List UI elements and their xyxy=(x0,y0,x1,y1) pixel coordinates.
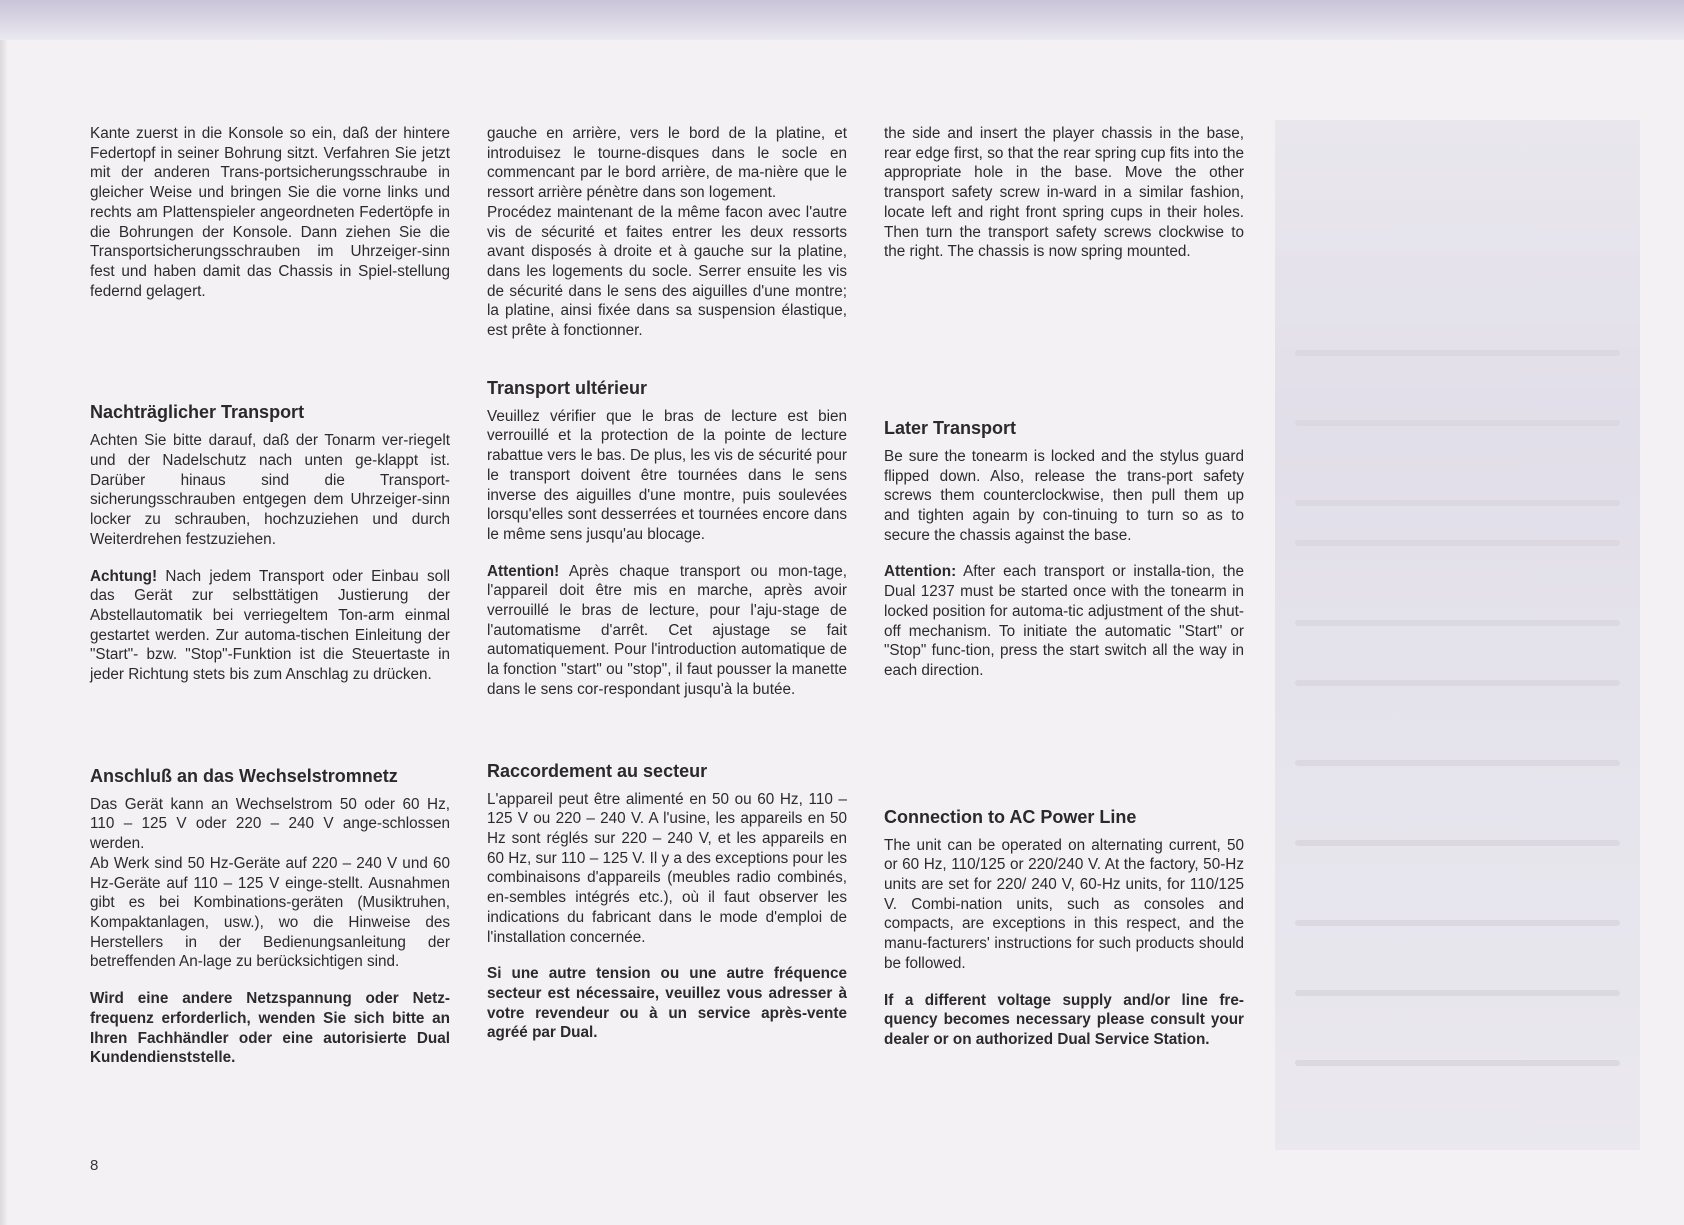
german-power-heading: Anschluß an das Wechselstromnetz xyxy=(90,765,398,786)
english-transport-paragraph: Be sure the tonearm is locked and the stylus guard flipped down. Also, release the trans-port safety screws them counterclockwise, then pull them up and tighten again by con-tinuing to turn so as to secure the chassis against the base. xyxy=(884,447,1244,544)
page-number: 8 xyxy=(90,1157,99,1174)
german-power-paragraph-1: Das Gerät kann an Wechselstrom 50 oder 60 Hz, 110 – 125 V oder 220 – 240 V ange-schlossen werden. xyxy=(90,795,450,853)
scan-top-band xyxy=(0,0,1684,40)
german-attention-label: Achtung! xyxy=(90,567,158,585)
french-transport-heading: Transport ultérieur xyxy=(487,377,648,398)
german-column xyxy=(90,124,450,1068)
german-power-bold-note: Wird eine andere Netzspannung oder Netz-frequenz erforderlich, wenden Sie sich bitte an Ihren Fachhändler oder eine autorisierte Dual Kundendienststelle. xyxy=(90,990,450,1067)
french-attention-text: Après chaque transport ou mon-tage, l'appareil doit être mis en marche, après avoir verrouillé le bras de lecture, pour l'aju-stage de l'automatisme d'arrêt. Cet ajustage se fait automatiquement. Pour l'introduction automatique de la fonction "start" ou "stop", il faut pousser la manette dans le sens cor-respondant jusqu'à la butée. xyxy=(487,562,847,698)
german-power-paragraph-2: Ab Werk sind 50 Hz-Geräte auf 220 – 240 V und 60 Hz-Geräte auf 110 – 125 V einge-stellt. Ausnahmen gibt es bei Kombinations-geräten (Musiktruhen, Kompaktanlagen, usw.), wo die Hinweise des Herstellers in der Bedienungsanleitung der betreffenden An-lage zu berücksichtigen sind. xyxy=(90,854,450,971)
french-column xyxy=(487,124,847,1043)
french-transport-paragraph: Veuillez vérifier que le bras de lecture est bien verrouillé et la protection de la pointe de lecture rabattue vers le bas. De plus, les vis de sécurité pour le transport doivent être tournées dans le sens inverse des aiguilles d'une montre, puis soulevées lorsqu'elles sont desserrées et tournées encore dans le même sens jusqu'au blocage. xyxy=(487,407,847,543)
german-intro-paragraph: Kante zuerst in die Konsole so ein, daß der hintere Federtopf in seiner Bohrung sitzt. Verfahren Sie jetzt mit der anderen Trans-portsicherungsschraube in gleicher Weise und bringen Sie die vorne links und rechts am Plattenspieler angeordneten Federtöpfe in die Bohrungen der Konsole. Dann ziehen Sie die Transportsicherungsschrauben im Uhrzeiger-sinn fest und haben damit das Chassis in Spiel-stellung federnd gelagert. xyxy=(90,125,450,300)
french-power-paragraph: L'appareil peut être alimenté en 50 ou 60 Hz, 110 – 125 V ou 220 – 240 V. A l'usine, les appareils en 50 Hz sont réglés sur 220 – 240 V, et les appareils en 60 Hz, sur 110 – 125 V. Il y a des exceptions pour les combinaisons d'appareils (meubles radio combinés, en-sembles intégrés etc.), où il faut observer les indications du fabricant dans le mode d'emploi de l'installation concernée. xyxy=(487,790,847,946)
english-attention-text: After each transport or installa-tion, the Dual 1237 must be started once with the tonearm in locked position for automa-tic adjustment of the shut-off mechanism. To initiate the automatic "Start" or "Stop" func-tion, press the start switch all the way in each direction. xyxy=(884,563,1244,679)
english-transport-heading: Later Transport xyxy=(884,417,1017,438)
bleed-through-area xyxy=(1275,120,1640,1150)
german-attention-text: Nach jedem Transport oder Einbau soll das Gerät zur selbsttätigen Justierung der Abstellautomatik bei verriegeltem Ton-arm einmal gestartet werden. Zur automa-tischen Einleitung der "Start"- bzw. "Stop"-Funktion ist die Steuertaste in jeder Richtung stets bis zum Anschlag zu drücken. xyxy=(90,567,450,684)
english-power-paragraph: The unit can be operated on alternating current, 50 or 60 Hz, 110/125 or 220/240 V. At the factory, 50-Hz units are set for 220/ 240 V, 60-Hz units, for 110/125 V. Combi-nation units, such as consoles and compacts, are exceptions in this respect, and the manu-facturers' instructions for such products should be followed. xyxy=(884,836,1244,972)
english-power-bold-note: If a different voltage supply and/or line fre-quency becomes necessary please consult your dealer or on authorized Dual Service Station. xyxy=(884,991,1244,1048)
page-binding-edge xyxy=(0,40,8,1225)
german-transport-paragraph: Achten Sie bitte darauf, daß der Tonarm ver-riegelt und der Nadelschutz nach unten ge-klappt ist. Darüber hinaus sind die Transport-sicherungsschrauben entgegen dem Uhrzeiger-sinn locker zu schrauben, hochzuziehen und durch Weiterdrehen festzuziehen. xyxy=(90,432,450,548)
french-attention-label: Attention! xyxy=(487,562,560,580)
english-power-heading: Connection to AC Power Line xyxy=(884,806,1137,827)
french-intro-paragraph-2: Procédez maintenant de la même facon avec l'autre vis de sécurité et faites entrer les deux ressorts avant disposés à droite et à gauche sur la platine, dans les logements du socle. Serrer ensuite les vis de sécurité dans le sens des aiguilles d'une montre; la platine, ainsi fixée dans sa suspension élastique, est prête à fonctionner. xyxy=(487,203,847,340)
french-power-heading: Raccordement au secteur xyxy=(487,760,708,781)
english-attention-label: Attention: xyxy=(884,563,957,581)
english-intro-paragraph: the side and insert the player chassis in the base, rear edge first, so that the rear spring cup fits into the appropriate hole in the base. Move the other transport safety screw in-ward in a similar fashion, locate left and right front spring cups in their holes. Then turn the transport safety screws clockwise to the right. The chassis is now spring mounted. xyxy=(884,125,1244,261)
german-transport-heading: Nachträglicher Transport xyxy=(90,402,305,423)
french-attention-paragraph xyxy=(487,562,847,700)
german-attention-paragraph xyxy=(90,567,450,685)
french-intro-paragraph-1: gauche en arrière, vers le bord de la platine, et introduisez le tourne-disques dans le socle en commencant par le bord arrière, de ma-nière que le ressort arrière pénètre dans son logement. xyxy=(487,125,847,202)
french-power-bold-note: Si une autre tension ou une autre fréquence secteur est nécessaire, veuillez vous adresser à votre revendeur ou à un service après-vente agréé par Dual. xyxy=(487,965,847,1042)
english-column xyxy=(884,124,1244,1050)
english-attention-paragraph xyxy=(884,562,1244,680)
